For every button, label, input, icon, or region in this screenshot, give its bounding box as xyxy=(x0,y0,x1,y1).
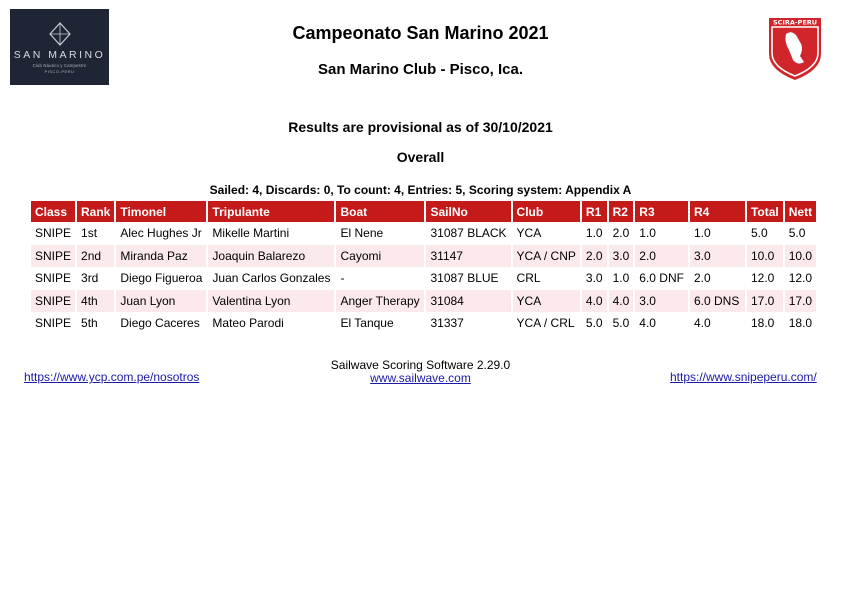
column-header: R3 xyxy=(634,201,689,222)
cell-rank: 3rd xyxy=(76,267,115,290)
cell-rank: 5th xyxy=(76,312,115,335)
cell-nett: 10.0 xyxy=(784,245,817,268)
cell-r3: 3.0 xyxy=(634,290,689,313)
cell-r3: 1.0 xyxy=(634,222,689,245)
cell-tripulante: Juan Carlos Gonzales xyxy=(207,267,335,290)
cell-total: 12.0 xyxy=(746,267,784,290)
column-header: R4 xyxy=(689,201,746,222)
table-row xyxy=(31,222,817,245)
cell-total: 17.0 xyxy=(746,290,784,313)
software-credit: Sailwave Scoring Software 2.29.0 xyxy=(330,358,511,372)
cell-r4: 2.0 xyxy=(689,267,746,290)
cell-total: 10.0 xyxy=(746,245,784,268)
table-header-row xyxy=(31,201,817,222)
cell-timonel: Miranda Paz xyxy=(115,245,207,268)
table-row xyxy=(31,245,817,268)
ycp-link[interactable]: https://www.ycp.com.pe/nosotros xyxy=(24,370,200,384)
column-header: Nett xyxy=(784,201,817,222)
cell-nett: 12.0 xyxy=(784,267,817,290)
cell-boat: Cayomi xyxy=(335,245,425,268)
column-header: Class xyxy=(31,201,76,222)
cell-nett: 17.0 xyxy=(784,290,817,313)
results-table xyxy=(31,201,818,335)
cell-r2: 5.0 xyxy=(608,312,635,335)
cell-boat: - xyxy=(335,267,425,290)
cell-r1: 5.0 xyxy=(581,312,608,335)
cell-r1: 2.0 xyxy=(581,245,608,268)
cell-boat: El Tanque xyxy=(335,312,425,335)
logo-subtitle: Club Náutico y Campestre xyxy=(32,63,87,68)
cell-r2: 2.0 xyxy=(608,222,635,245)
logo-name: SAN MARINO xyxy=(13,49,106,61)
cell-r3: 4.0 xyxy=(634,312,689,335)
summary-line: Sailed: 4, Discards: 0, To count: 4, Entries: 5, Scoring system: Appendix A xyxy=(209,183,632,197)
cell-total: 18.0 xyxy=(746,312,784,335)
cell-rank: 2nd xyxy=(76,245,115,268)
column-header: Timonel xyxy=(115,201,207,222)
cell-rank: 1st xyxy=(76,222,115,245)
cell-nett: 5.0 xyxy=(784,222,817,245)
cell-club: YCA / CRL xyxy=(512,312,581,335)
cell-timonel: Diego Figueroa xyxy=(115,267,207,290)
cell-r1: 3.0 xyxy=(581,267,608,290)
cell-class: SNIPE xyxy=(31,290,76,313)
cell-timonel: Juan Lyon xyxy=(115,290,207,313)
cell-r4: 4.0 xyxy=(689,312,746,335)
cell-r3: 6.0 DNF xyxy=(634,267,689,290)
cell-timonel: Diego Caceres xyxy=(115,312,207,335)
cell-sailno: 31087 BLUE xyxy=(425,267,511,290)
table-row xyxy=(31,267,817,290)
cell-sailno: 31084 xyxy=(425,290,511,313)
snipeperu-link[interactable]: https://www.snipeperu.com/ xyxy=(670,370,817,384)
cell-class: SNIPE xyxy=(31,245,76,268)
cell-club: YCA xyxy=(512,222,581,245)
sailwave-link[interactable]: www.sailwave.com xyxy=(370,371,471,385)
cell-class: SNIPE xyxy=(31,267,76,290)
logo-location: PISCO-PERU xyxy=(44,69,75,74)
cell-tripulante: Mikelle Martini xyxy=(207,222,335,245)
cell-sailno: 31087 BLACK xyxy=(425,222,511,245)
cell-total: 5.0 xyxy=(746,222,784,245)
cell-r2: 1.0 xyxy=(608,267,635,290)
cell-r2: 4.0 xyxy=(608,290,635,313)
cell-r3: 2.0 xyxy=(634,245,689,268)
cell-timonel: Alec Hughes Jr xyxy=(115,222,207,245)
cell-boat: Anger Therapy xyxy=(335,290,425,313)
logo-text: SCIRA-PERU xyxy=(772,18,818,27)
cell-rank: 4th xyxy=(76,290,115,313)
column-header: Boat xyxy=(335,201,425,222)
table-row xyxy=(31,312,817,335)
cell-r1: 4.0 xyxy=(581,290,608,313)
cell-r2: 3.0 xyxy=(608,245,635,268)
column-header: Rank xyxy=(76,201,115,222)
cell-tripulante: Mateo Parodi xyxy=(207,312,335,335)
cell-class: SNIPE xyxy=(31,222,76,245)
cell-club: YCA / CNP xyxy=(512,245,581,268)
page-title: Campeonato San Marino 2021 xyxy=(292,23,549,43)
column-header: R1 xyxy=(581,201,608,222)
cell-r1: 1.0 xyxy=(581,222,608,245)
cell-tripulante: Joaquin Balarezo xyxy=(207,245,335,268)
page-subtitle: San Marino Club - Pisco, Ica. xyxy=(317,61,524,78)
cell-r4: 6.0 DNS xyxy=(689,290,746,313)
column-header: SailNo xyxy=(425,201,511,222)
cell-boat: El Nene xyxy=(335,222,425,245)
cell-club: CRL xyxy=(512,267,581,290)
cell-tripulante: Valentina Lyon xyxy=(207,290,335,313)
cell-r4: 1.0 xyxy=(689,222,746,245)
cell-sailno: 31147 xyxy=(425,245,511,268)
provisional-notice: Results are provisional as of 30/10/2021 xyxy=(288,119,553,135)
cell-r4: 3.0 xyxy=(689,245,746,268)
column-header: Tripulante xyxy=(207,201,335,222)
cell-class: SNIPE xyxy=(31,312,76,335)
section-title: Overall xyxy=(396,149,445,165)
column-header: R2 xyxy=(608,201,635,222)
table-row xyxy=(31,290,817,313)
cell-club: YCA xyxy=(512,290,581,313)
column-header: Total xyxy=(746,201,784,222)
column-header: Club xyxy=(512,201,581,222)
cell-sailno: 31337 xyxy=(425,312,511,335)
cell-nett: 18.0 xyxy=(784,312,817,335)
